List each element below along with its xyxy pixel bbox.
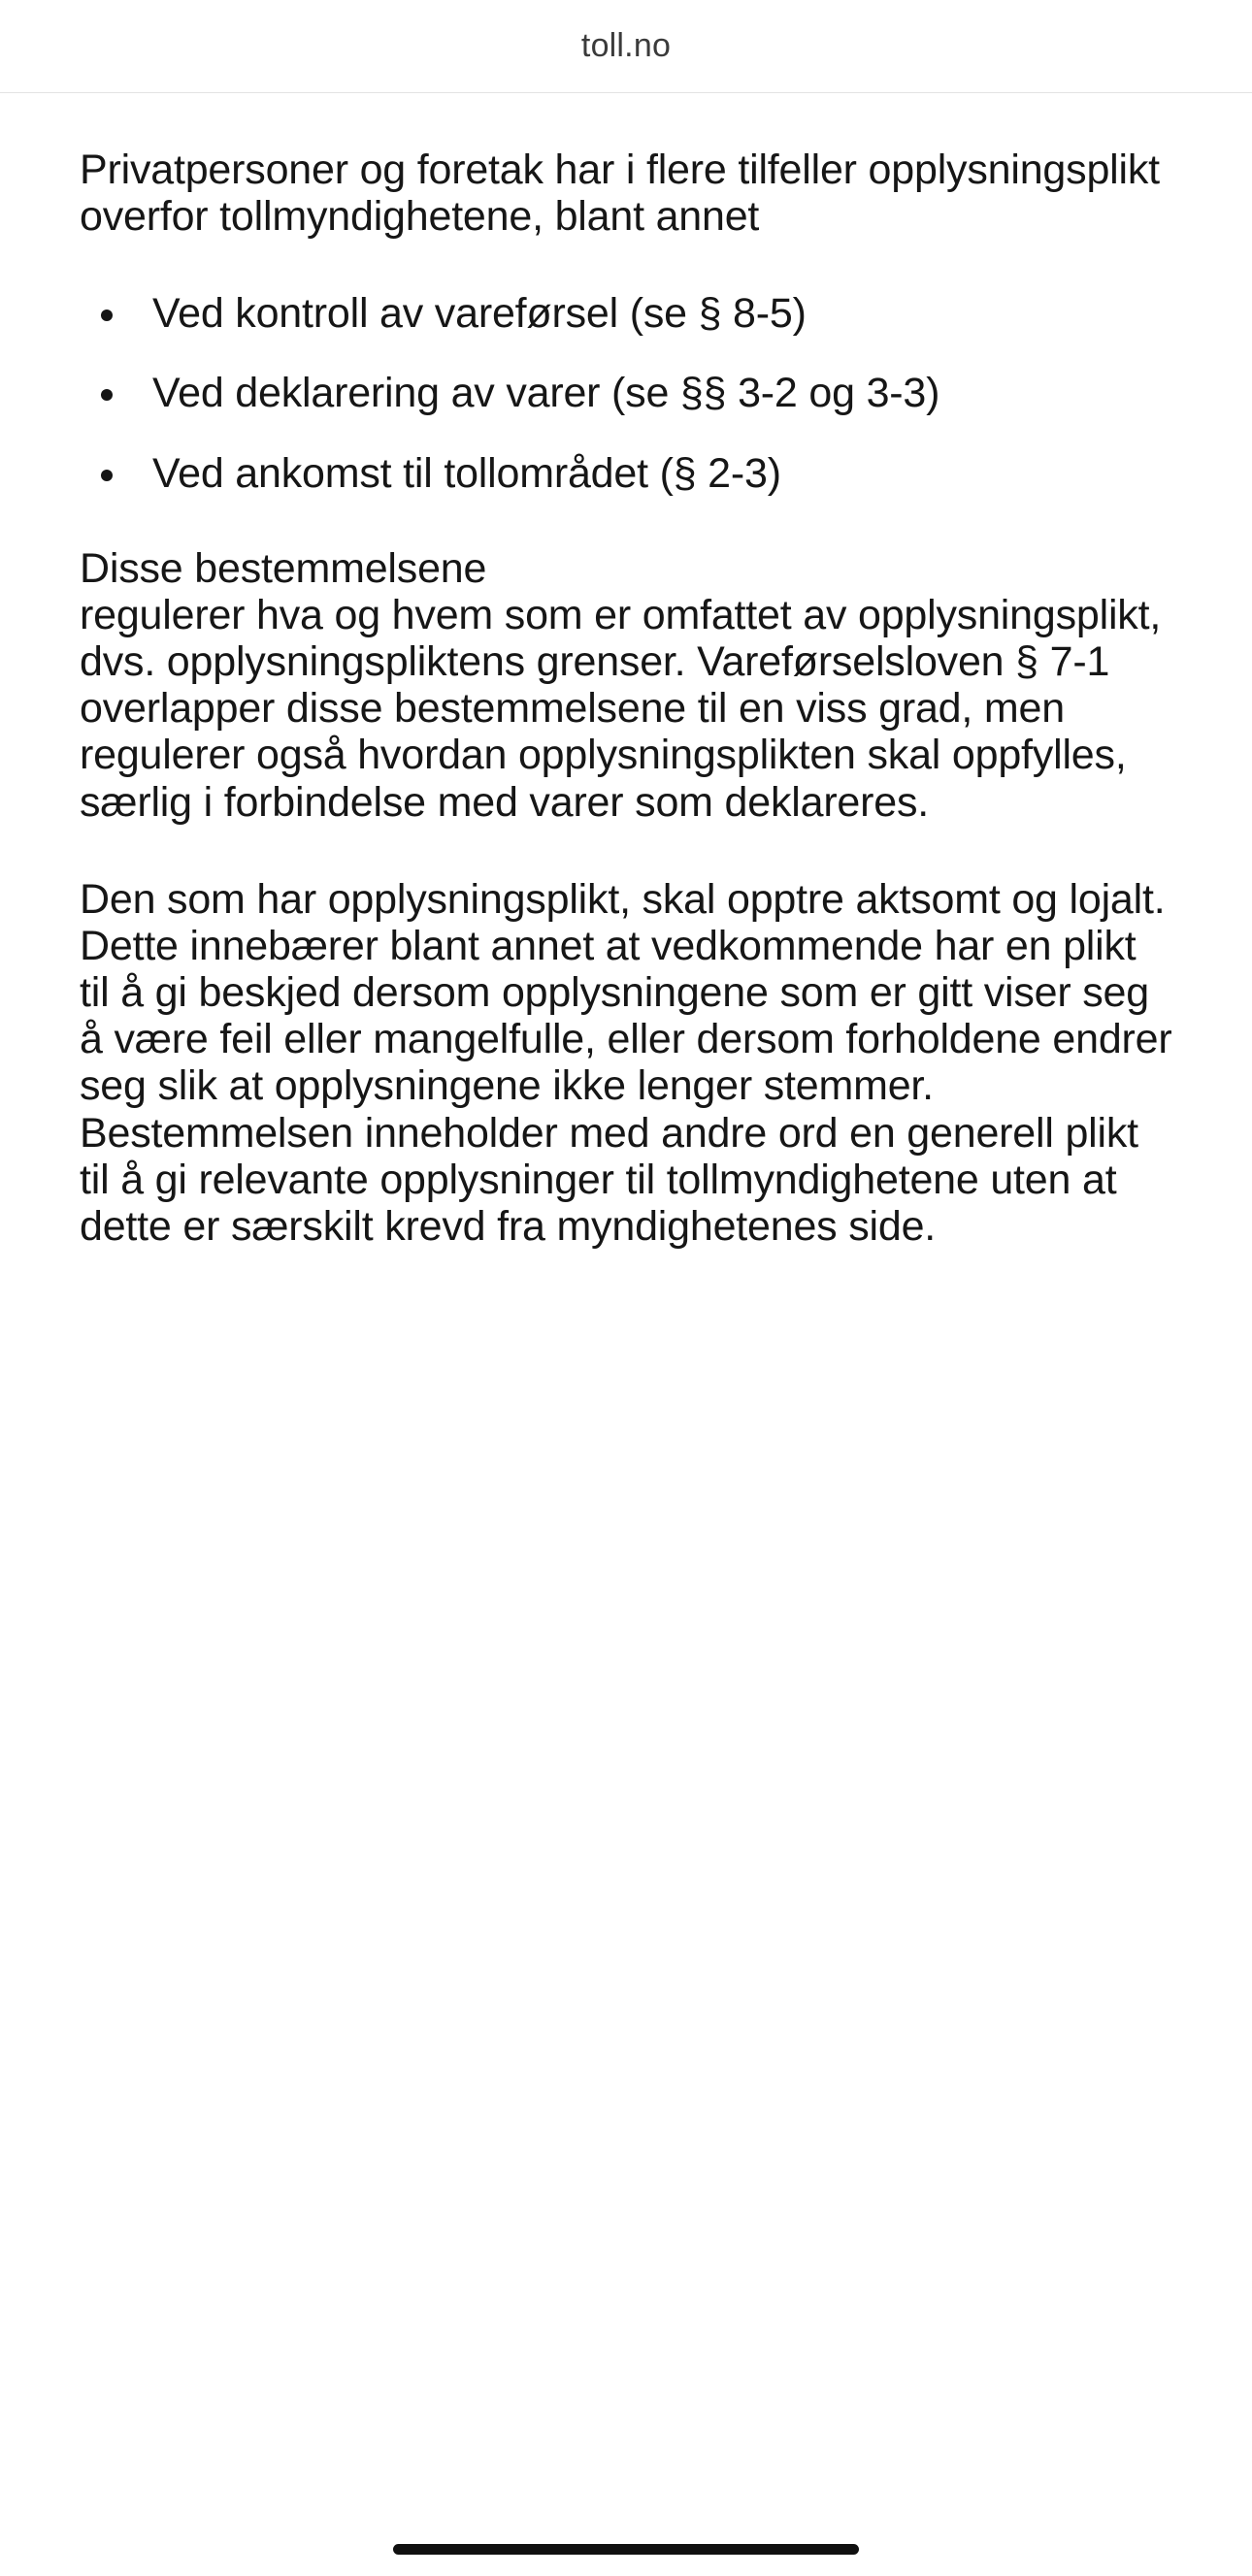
list-item-label: Ved kontroll av vareførsel (se § 8-5)	[152, 290, 807, 338]
browser-title-bar	[0, 0, 1252, 93]
bullet-dot-icon	[101, 310, 113, 321]
intro-paragraph: Privatpersoner og foretak har i flere tilfeller opplysningsplikt overfor tollmyndighetene, blant annet	[80, 147, 1160, 241]
list-item	[80, 290, 1174, 337]
site-title: toll.no	[580, 27, 672, 64]
home-indicator[interactable]	[393, 2544, 859, 2555]
list-item-label: Ved ankomst til tollområdet (§ 2-3)	[152, 449, 781, 497]
bullet-dot-icon	[101, 389, 113, 401]
list-item	[80, 370, 1174, 416]
paragraph-two-body: regulerer hva og hvem som er omfattet av opplysningsplikt, dvs. opplysningspliktens grenser. Vareførselsloven § 7-1 overlapper disse bestemmelsene til en viss grad, men regulerer også hvordan opplysningsplikten skal oppfylles, særlig i forbindelse med varer som deklareres.	[80, 591, 1162, 826]
bullet-dot-icon	[101, 470, 113, 481]
list-item-label: Ved deklarering av varer (se §§ 3-2 og 3-3)	[152, 370, 940, 417]
paragraph-two	[80, 545, 1174, 826]
list-item	[80, 450, 1174, 497]
paragraph-three: Den som har opplysningsplikt, skal opptre aktsomt og lojalt. Dette innebærer blant annet at vedkommende har en plikt til å gi beskjed dersom opplysningene som er gitt viser seg å være feil eller mangelfulle, eller dersom forholdene endrer seg slik at opplysningene ikke lenger stemmer. Bestemmelsen inneholder med andre ord en generell plikt til å gi relevante opplysninger til tollmyndighetene uten at dette er særskilt krevd fra myndighetenes side.	[80, 875, 1172, 1250]
home-indicator-area	[0, 2544, 1252, 2555]
paragraph-two-first-line: Disse bestemmelsene	[80, 544, 487, 592]
obligation-list	[80, 290, 1174, 496]
article-content	[0, 93, 1252, 1250]
